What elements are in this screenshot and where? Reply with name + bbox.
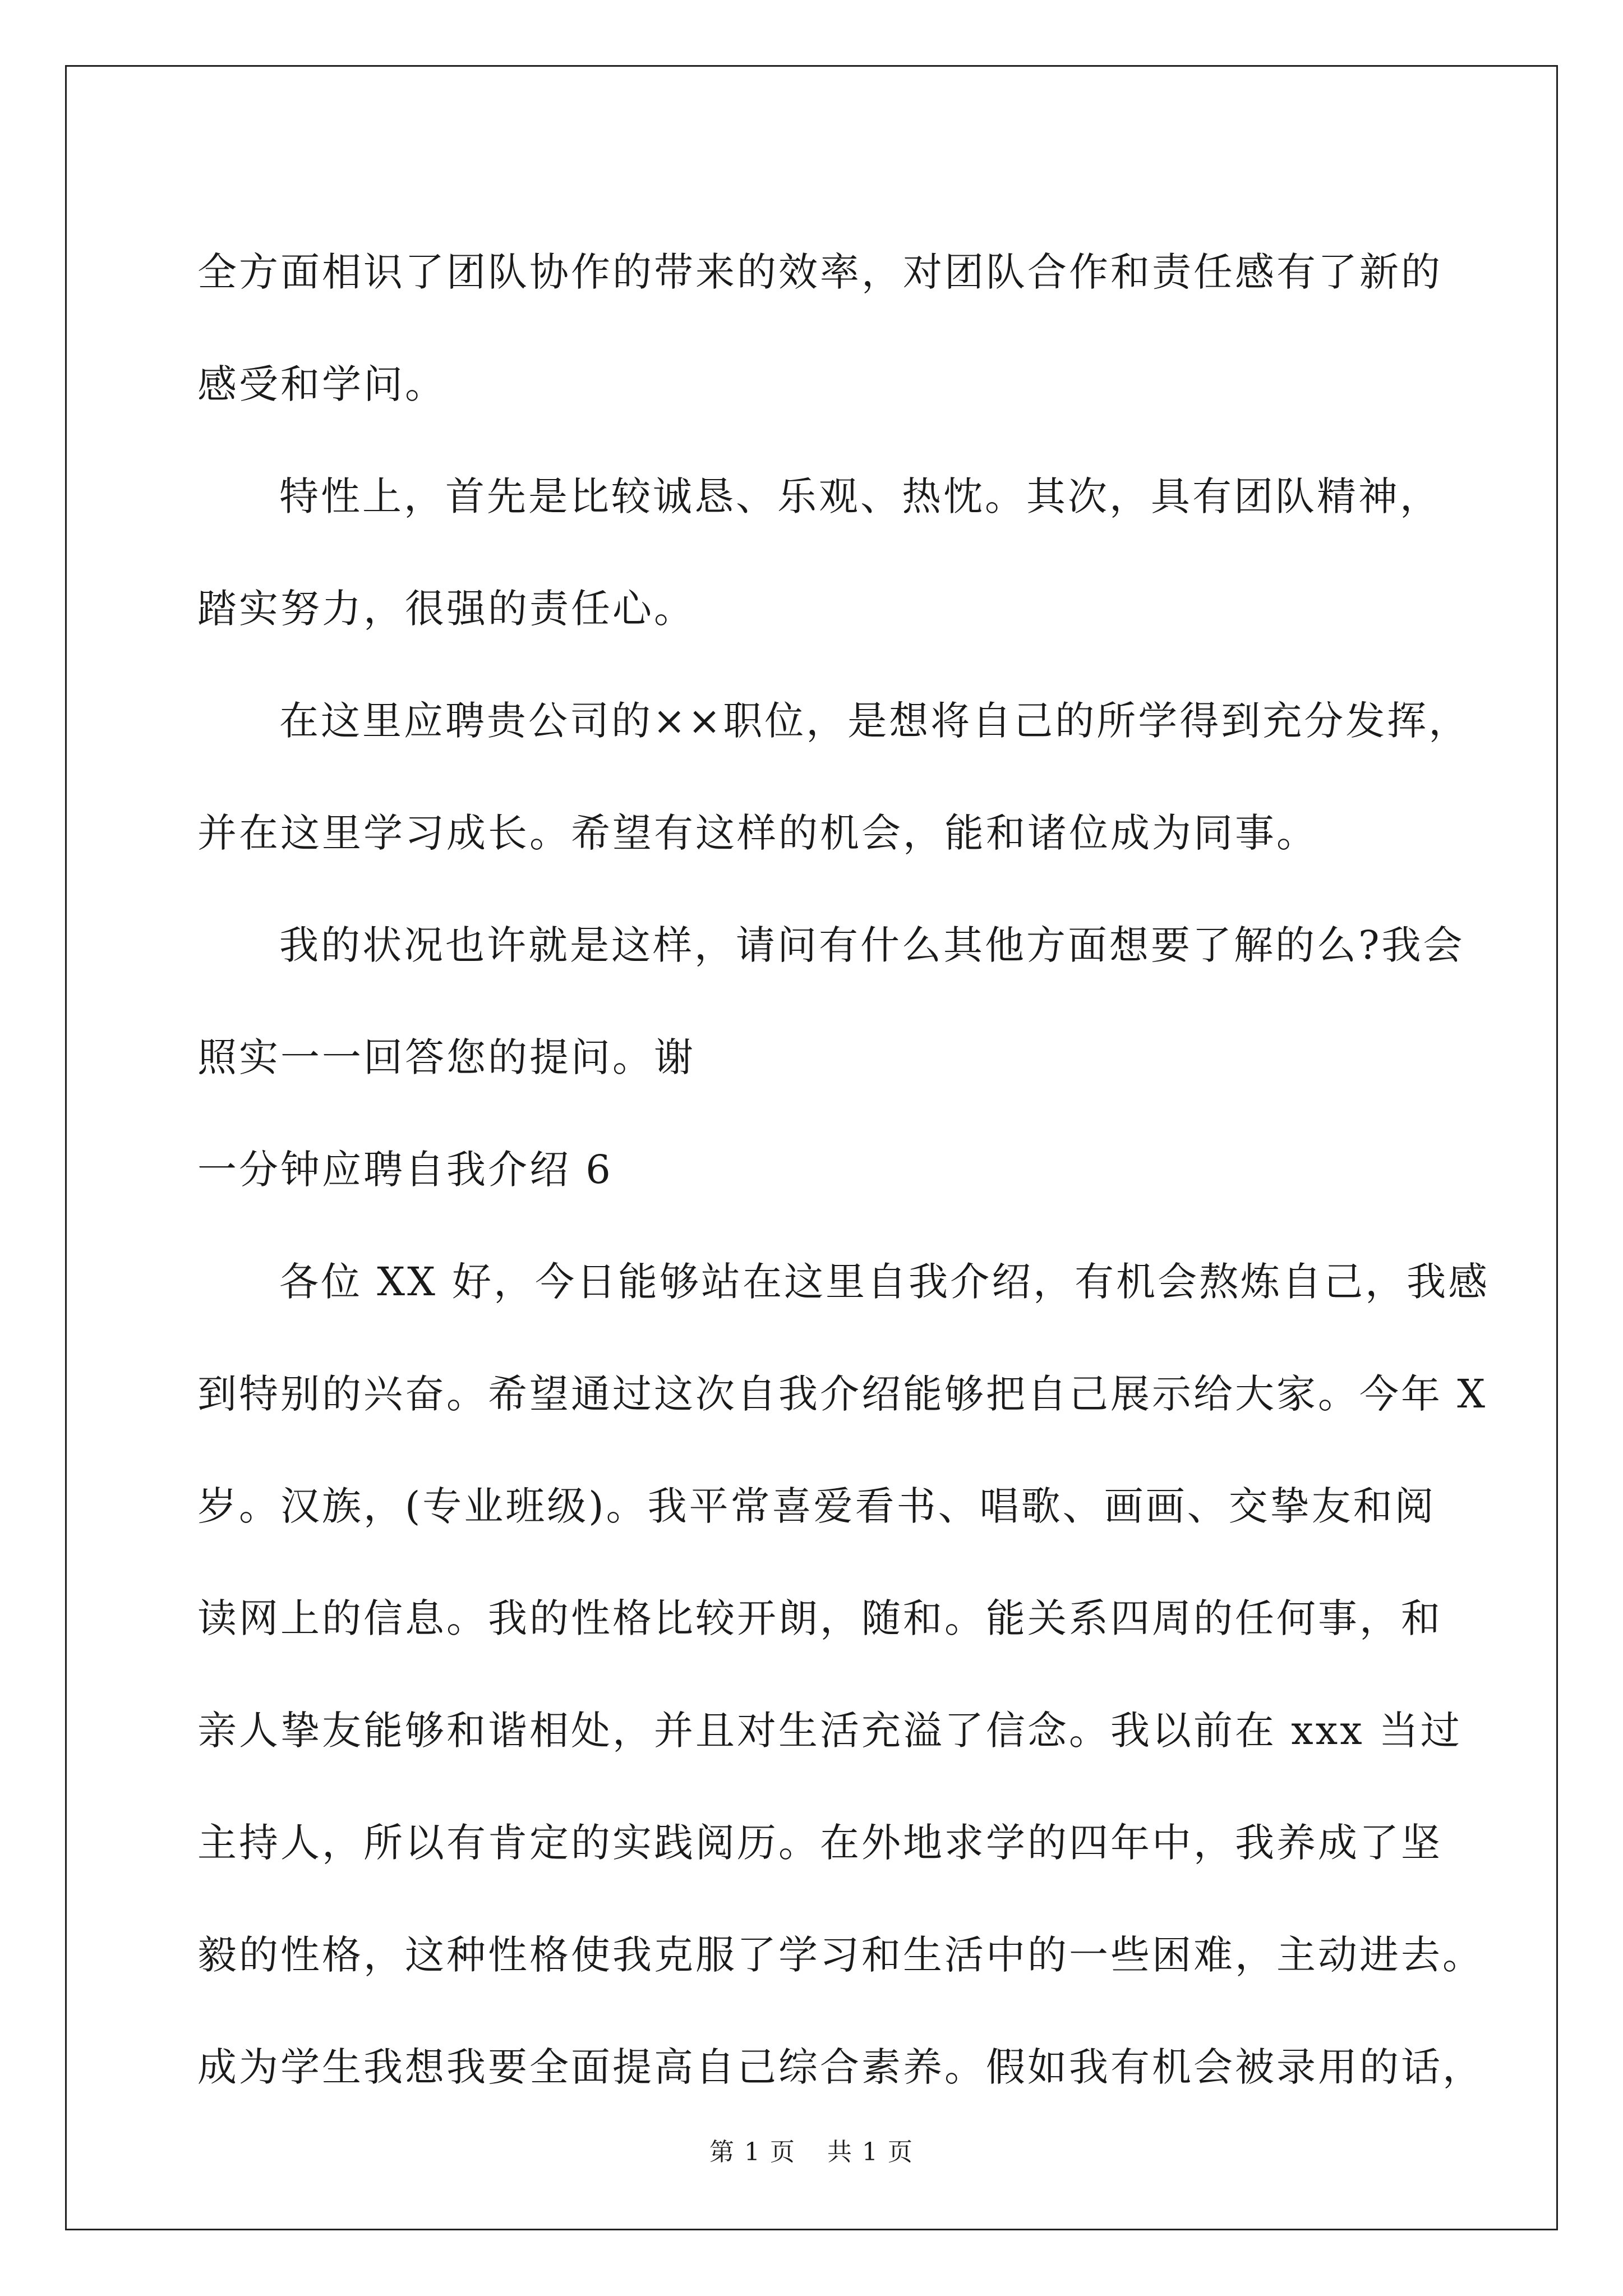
- text-line: 亲人挚友能够和谐相处，并且对生活充溢了信念。我以前在 xxx 当过: [197, 1708, 1462, 1754]
- text-line: 毅的性格，这种性格使我克服了学习和生活中的一些困难，主动进去。: [197, 1932, 1484, 1978]
- text-line: 成为学生我想我要全面提高自己综合素养。假如我有机会被录用的话，: [197, 2044, 1484, 2090]
- text-line: 照实一一回答您的提问。谢: [197, 1034, 695, 1080]
- text-line: 到特别的兴奋。希望通过这次自我介绍能够把自己展示给大家。今年 X: [197, 1371, 1488, 1417]
- text-line: 主持人，所以有肯定的实践阅历。在外地求学的四年中，我养成了坚: [197, 1820, 1442, 1866]
- text-line: 踏实努力，很强的责任心。: [197, 586, 695, 632]
- page-number: 第 1 页: [709, 2138, 796, 2166]
- section-heading: 一分钟应聘自我介绍 6: [197, 1147, 613, 1193]
- document-body: [197, 216, 1490, 2123]
- text-line: 在这里应聘贵公司的××职位，是想将自己的所学得到充分发挥，: [279, 698, 1470, 744]
- text-line: 全方面相识了团队协作的带来的效率，对团队合作和责任感有了新的: [197, 249, 1442, 295]
- page-total: 共 1 页: [827, 2138, 914, 2166]
- text-line: 各位 XX 好，今日能够站在这里自我介绍，有机会熬炼自己，我感: [279, 1259, 1490, 1305]
- text-line: 岁。汉族，(专业班级)。我平常喜爱看书、唱歌、画画、交挚友和阅: [197, 1483, 1436, 1529]
- text-line: 并在这里学习成长。希望有这样的机会，能和诸位成为同事。: [197, 810, 1318, 856]
- text-line: 特性上，首先是比较诚恳、乐观、热忱。其次，具有团队精神，: [279, 473, 1441, 519]
- text-line: 感受和学问。: [197, 361, 446, 407]
- page-footer: [0, 2132, 1623, 2168]
- text-line: 我的状况也许就是这样，请问有什么其他方面想要了解的么?我会: [279, 922, 1465, 968]
- text-line: 读网上的信息。我的性格比较开朗，随和。能关系四周的任何事，和: [197, 1595, 1442, 1641]
